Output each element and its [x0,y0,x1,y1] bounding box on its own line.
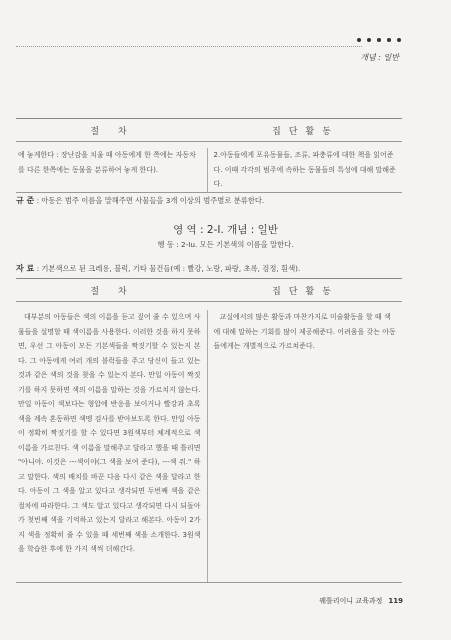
criterion-label: 규 준 [16,196,35,205]
materials-label: 자 료 [16,264,35,273]
section-subtitle: 행 동 : 2-Ⅰu. 모든 기본색의 이름을 말한다. [157,240,294,249]
table-2-header-group: 집단활동 [272,286,339,297]
footer-book-title: 꿰틀리이니 교육과정 [319,597,383,605]
materials-text: : 기본색으로 된 크레용, 블럭, 기타 물건들(예 : 빨강, 노랑, 파랑, 초록, 검정, 흰색). [36,264,301,273]
table-1-procedure-text: 에 놓게한다 : 장난감을 치울 때 아동에게 한 쪽에는 자동차를 다른 한쪽에는 동물을 분류하여 놓게 한다). [16,148,208,192]
table-1-header [16,118,402,142]
section-tag: 개념 : 일반 [360,53,399,62]
criterion-line [16,195,264,206]
header-dotted-rule [16,46,362,47]
table-2-body [16,302,402,583]
section-title: 영 역 : 2-Ⅰ. 개념 : 일반 [173,224,278,236]
header-dots-ornament [357,38,401,42]
table-1-header-procedure: 절 차 [90,126,135,137]
table-1-group-text: 2.아동들에게 포유동물들, 조류, 파충류에 대한 책을 읽어준다. 이때 각각의 범주에 속하는 동물들의 특성에 대해 말해준다. [213,151,396,188]
criterion-text: : 아동은 범주 이름을 말해주면 사물들을 3개 이상의 범주별로 분류한다. [36,196,265,205]
procedure-table-2 [16,278,402,583]
table-2-header-procedure: 절 차 [90,286,135,297]
table-2-procedure-text: 대부분의 아동들은 색의 이름을 듣고 짚어 줄 수 있으며 사물들을 설명할 때 색이름을 사용한다. 이러한 것을 하지 못하면, 우선 그 아동이 모든 기본색들을 짝짓기할 수 있는지 본다. 그 아동에게 여러 개의 블럭들을 주고 당신이 들고 있는 것과 같은 색의 것을 찾을 수 있는지 본다. 만일 아동이 짝짓기를 하지 못하면 색의 이름을 말하는 것을 가르치지 않는다. 만일 아동이 색보다는 형압에 반응을 보이거나 빨강과 초록색을 계속 혼동하면 색맹 검사를 받아보도록 한다. 만일 아동이 정확히 짝짓기를 할 수 있다면 3원색부터 체계적으로 색 이름을 가르친다. 색 이름을 말해주고 달라고 했을 때 틀리면 "아니야. 이것은 ---색이야(그 색을 보여 준다), ---색 줘." 하고 말한다. 색의 배치를 바꾼 다음 다시 같은 색을 달라고 한다. 아동이 그 색을 알고 있다고 생각되면 두번째 색을 같은 절차에 따라한다. 그 색도 알고 있다고 생각되면 다시 되돌아가 첫번째 색을 기억하고 있는지 달라고 해본다. 아동이 2가지 색을 정확히 줄 수 있을 때 세번째 색을 소개한다. 3원색을 학습한 후에 한 가지 색씩 더해간다. [16,310,208,582]
table-1-body [16,142,402,193]
table-2-group-text: 교실에서의 많은 활동과 마찬가지로 미술활동을 할 때 색에 대해 말하는 기회를 많이 제공해준다. 어려움을 갖는 아동들에게는 개별적으로 가르쳐준다. [213,313,396,350]
materials-line [16,263,300,274]
table-1-header-group: 집단활동 [272,126,339,137]
procedure-table-1 [16,118,402,193]
page-footer [319,596,403,606]
table-2-header [16,278,402,302]
page-number: 119 [388,597,403,605]
